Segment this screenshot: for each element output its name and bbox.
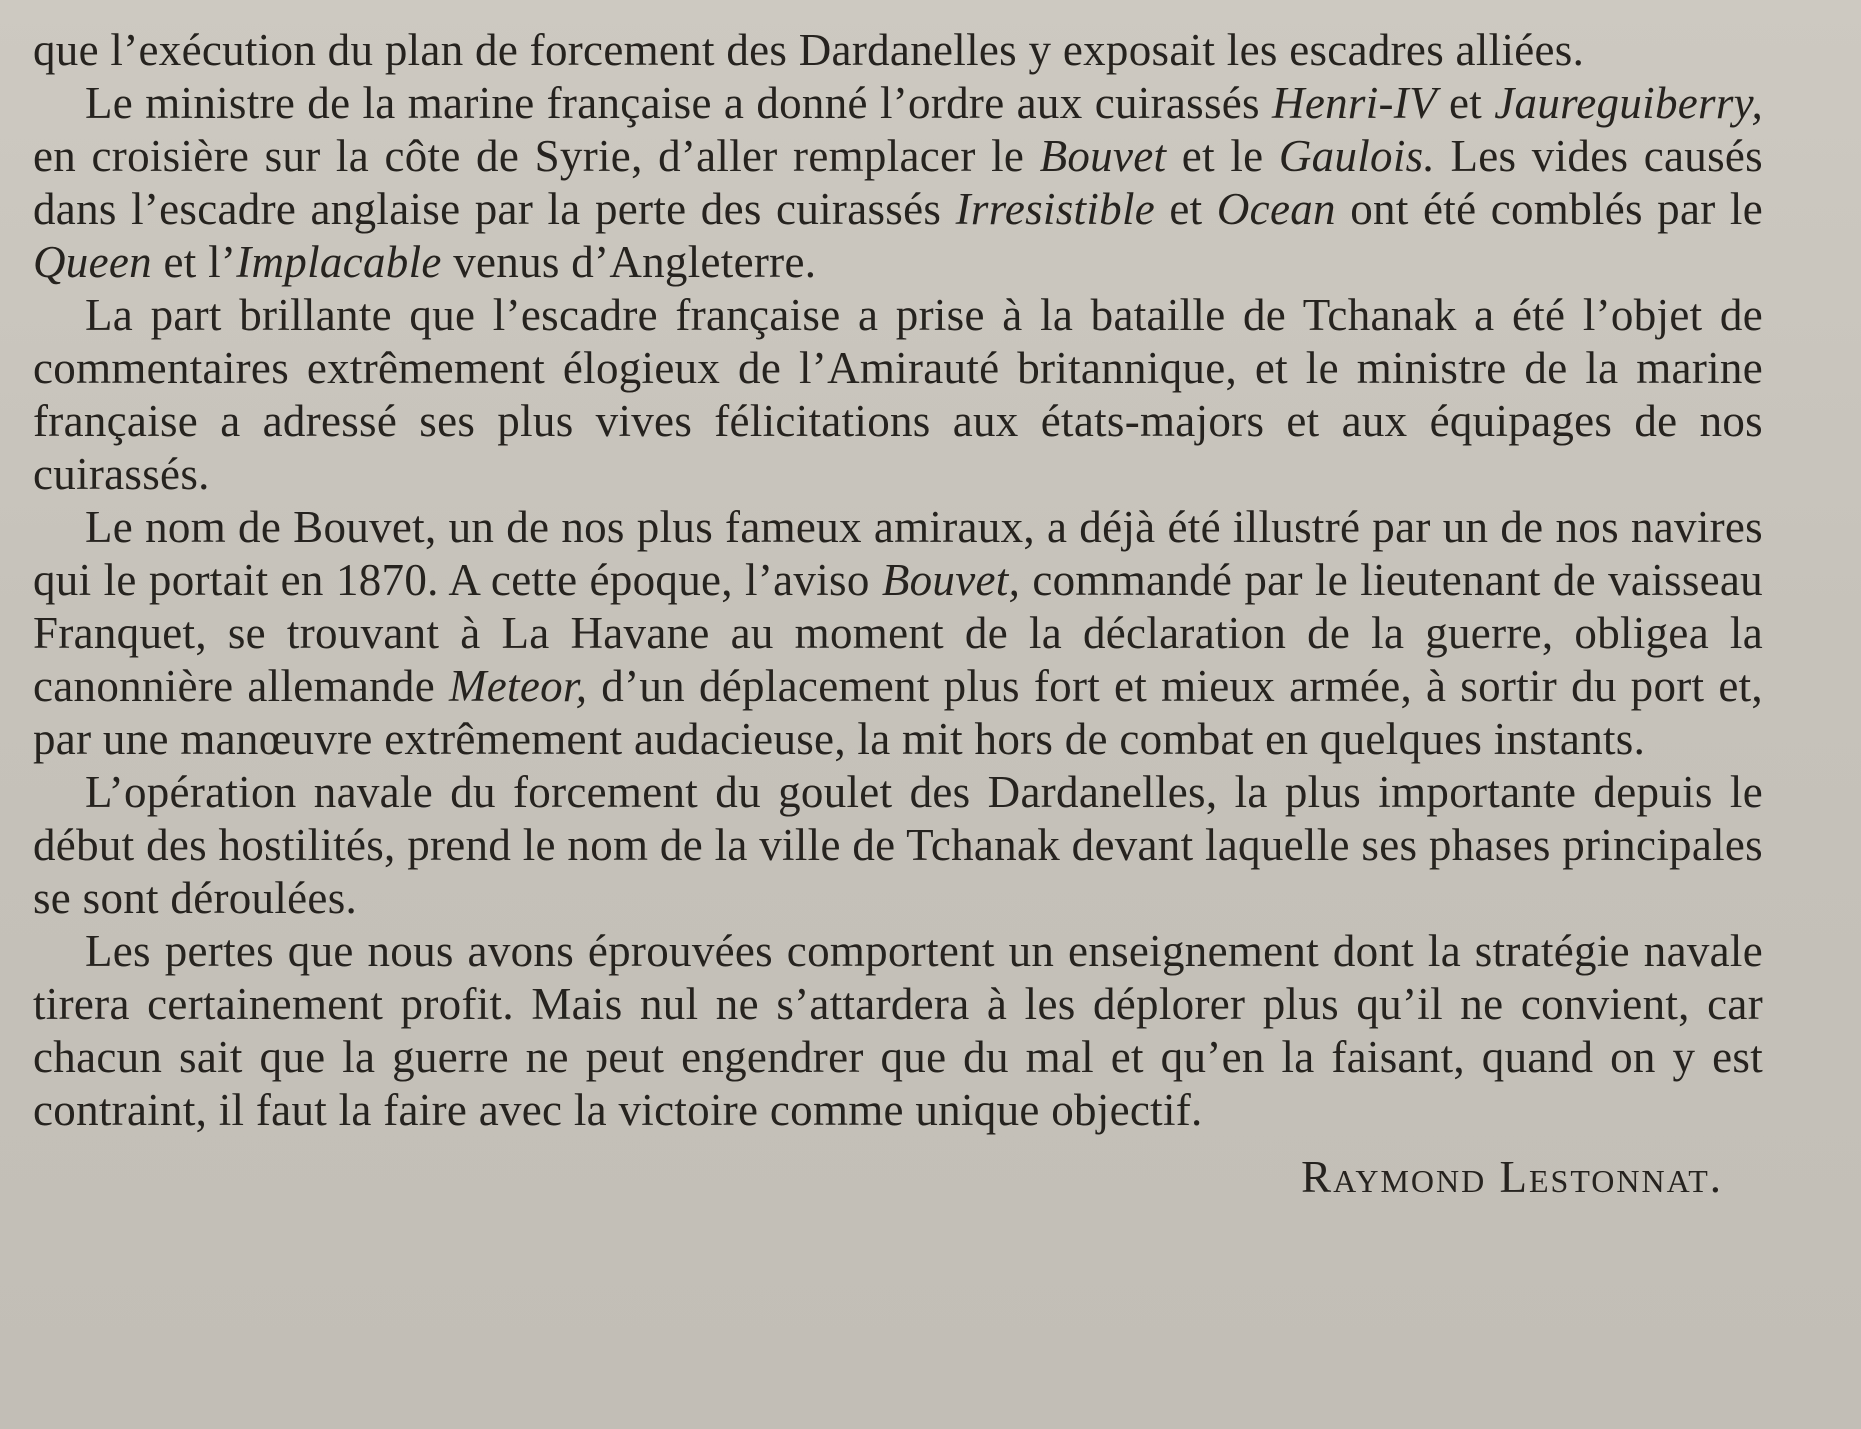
italic-ship-name: Meteor, <box>448 661 588 711</box>
italic-ship-name: Ocean <box>1216 184 1336 234</box>
text-segment: L’opération navale du forcement du goulet des Dardanelles, la plus importante depuis le début des hostilités, prend le nom de la ville de Tchanak devant laquelle ses phases principales se sont déroulées. <box>33 767 1763 923</box>
italic-ship-name: Gaulois. <box>1278 131 1436 181</box>
text-segment: commandé par le lieutenant de vaisseau Franquet, se trouvant à La Havane au moment de la déclaration de la guerre, obligea la canonnière allemande <box>33 555 1763 711</box>
text-segment: d’un déplacement plus fort et mieux armée, à sortir du port et, par une manœuvre extrêmement audacieuse, la mit hors de combat en quelques instants. <box>33 661 1763 764</box>
italic-ship-name: Implacable <box>236 237 442 287</box>
author-signature: Raymond Lestonnat. <box>1301 1152 1723 1202</box>
paragraph <box>33 766 1763 925</box>
text-segment: ont été comblés par le <box>1335 184 1764 234</box>
text-segment: et <box>1436 78 1495 128</box>
text-segment: Les vides causés dans l’escadre anglaise par la perte des cuirassés <box>33 131 1763 234</box>
text-segment: que l’exécution du plan de forcement des Dardanelles y exposait les escadres alliées. <box>33 25 1585 75</box>
paragraph-list <box>33 24 1763 1137</box>
paragraph <box>33 925 1763 1137</box>
text-segment: et <box>1155 184 1217 234</box>
italic-ship-name: Irresistible <box>955 184 1156 234</box>
text-segment: Le ministre de la marine française a donné l’ordre aux cuirassés <box>85 78 1273 128</box>
paragraph <box>33 289 1763 501</box>
italic-ship-name: Jaureguiberry, <box>1494 78 1763 128</box>
text-segment: et l’ <box>151 237 237 287</box>
article-body <box>33 24 1763 1204</box>
text-segment: Le nom de Bouvet, un de nos plus fameux amiraux, a déjà été illustré par un de nos navires qui le portait en 1870. A cette époque, l’aviso <box>33 502 1763 605</box>
text-segment: Les pertes que nous avons éprouvées comportent un enseignement dont la stratégie navale tirera certainement profit. Mais nul ne s’attardera à les déplorer plus qu’il ne convient, car chacun sait que la guerre ne peut engendrer que du mal et qu’en la faisant, quand on y est contraint, il faut la faire avec la victoire comme unique objectif. <box>33 926 1763 1135</box>
italic-ship-name: Queen <box>33 237 152 287</box>
italic-ship-name: Bouvet, <box>881 555 1021 605</box>
paragraph <box>33 501 1763 766</box>
text-segment: La part brillante que l’escadre française a prise à la bataille de Tchanak a été l’objet de commentaires extrêmement élogieux de l’Amirauté britannique, et le ministre de la marine française a adressé ses plus vives félicitations aux états-majors et aux équipages de nos cuirassés. <box>33 290 1763 499</box>
text-segment: en croisière sur la côte de Syrie, d’aller remplacer le <box>33 131 1040 181</box>
text-segment: et le <box>1166 131 1279 181</box>
paragraph <box>33 24 1763 77</box>
italic-ship-name: Henri-IV <box>1272 78 1437 128</box>
text-segment: venus d’Angleterre. <box>441 237 817 287</box>
paragraph <box>33 77 1763 289</box>
italic-ship-name: Bouvet <box>1039 131 1167 181</box>
